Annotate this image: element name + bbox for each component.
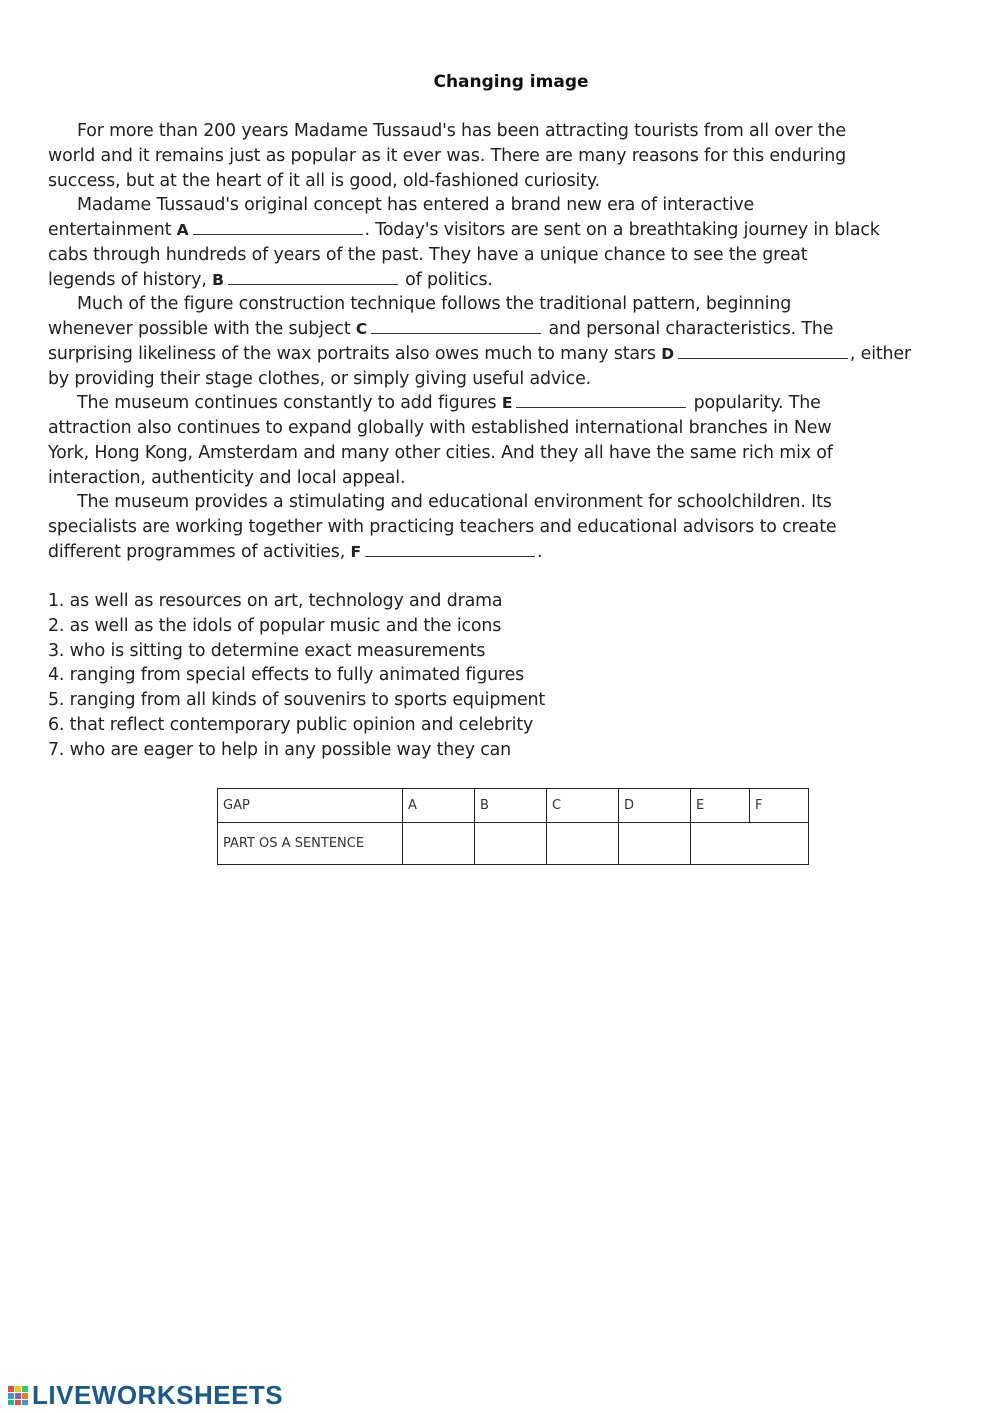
passage-line bbox=[48, 416, 978, 441]
passage-text: success, but at the heart of it all is good, old-fashioned curiosity. bbox=[48, 170, 600, 191]
passage-text: whenever possible with the subject bbox=[48, 319, 351, 339]
gap-blank-f[interactable] bbox=[365, 542, 535, 557]
gap-label-b: B bbox=[212, 270, 224, 289]
gap-column-c: C bbox=[547, 789, 619, 823]
gap-label-e: E bbox=[501, 394, 513, 413]
passage-line bbox=[48, 119, 978, 144]
passage-text: different programmes of activities, bbox=[48, 541, 346, 562]
gap-label-f: F bbox=[350, 542, 361, 561]
passage-text: York, Hong Kong, Amsterdam and many other cities. And they all have the same rich mix of bbox=[48, 442, 833, 463]
passage-text: popularity. The bbox=[688, 393, 821, 414]
passage-text: For more than 200 years Madame Tussaud's has been attracting tourists from all over the bbox=[77, 121, 846, 141]
gap-blank-c[interactable] bbox=[371, 319, 541, 334]
passage-text: Much of the figure construction technique follows the traditional pattern, beginning bbox=[77, 294, 792, 315]
passage-text: attraction also continues to expand globally with established international branches in New bbox=[48, 418, 832, 438]
passage-line bbox=[48, 342, 978, 367]
passage-line bbox=[48, 515, 978, 540]
passage-text: cabs through hundreds of years of the past. They have a unique chance to see the great bbox=[48, 244, 808, 265]
passage-line bbox=[48, 144, 978, 169]
passage-line bbox=[48, 268, 978, 293]
footer-brand bbox=[8, 1380, 283, 1410]
passage-text: . bbox=[536, 541, 543, 562]
gap-row bbox=[218, 789, 809, 823]
passage-line bbox=[48, 466, 978, 491]
passage-text: . Today's visitors are sent on a breathtaking journey in black bbox=[364, 220, 880, 240]
passage-text: The museum provides a stimulating and educational environment for schoolchildren. Its bbox=[77, 492, 832, 513]
passage-text: of politics. bbox=[399, 269, 493, 290]
passage-line bbox=[48, 218, 978, 243]
sentence-option-2: 2. as well as the idols of popular music and the icons bbox=[48, 615, 502, 636]
passage-text: surprising likeliness of the wax portraits also owes much to many stars bbox=[48, 343, 656, 364]
answer-cell-b[interactable] bbox=[475, 823, 547, 865]
passage-text: specialists are working together with practicing teachers and educational advisors to create bbox=[48, 517, 837, 537]
passage-text: Madame Tussaud's original concept has entered a brand new era of interactive bbox=[77, 195, 755, 216]
reading-passage bbox=[48, 119, 978, 565]
answer-cell-e-f[interactable] bbox=[691, 823, 809, 865]
passage-text: legends of history, bbox=[48, 269, 207, 290]
passage-line bbox=[48, 441, 978, 466]
passage-line bbox=[48, 169, 978, 194]
passage-text: and personal characteristics. The bbox=[543, 319, 834, 339]
gap-blank-e[interactable] bbox=[516, 393, 686, 408]
gap-column-f: F bbox=[750, 789, 809, 823]
brand-name: LIVEWORKSHEETS bbox=[32, 1379, 284, 1410]
sentence-option-3: 3. who is sitting to determine exact measurements bbox=[48, 640, 486, 661]
sentence-options-list bbox=[48, 589, 748, 762]
passage-text: The museum continues constantly to add figures bbox=[77, 393, 497, 414]
sentence-option-6: 6. that reflect contemporary public opinion and celebrity bbox=[48, 714, 534, 735]
passage-line bbox=[48, 193, 978, 218]
gap-column-e: E bbox=[691, 789, 750, 823]
gap-label-d: D bbox=[661, 344, 674, 363]
gap-column-d: D bbox=[619, 789, 691, 823]
passage-line bbox=[48, 540, 978, 565]
gap-label-c: C bbox=[355, 320, 368, 338]
answer-cell-c[interactable] bbox=[547, 823, 619, 865]
passage-text: world and it remains just as popular as it ever was. There are many reasons for this enduring bbox=[48, 145, 846, 166]
passage-line bbox=[48, 317, 978, 342]
gap-column-b: B bbox=[475, 789, 547, 823]
gap-blank-a[interactable] bbox=[193, 220, 363, 235]
answer-cell-d[interactable] bbox=[619, 823, 691, 865]
passage-line bbox=[48, 367, 978, 392]
sentence-option-7: 7. who are eager to help in any possible way they can bbox=[48, 739, 512, 760]
passage-text: , either bbox=[849, 343, 911, 364]
passage-line bbox=[48, 391, 978, 416]
gap-blank-d[interactable] bbox=[678, 344, 848, 359]
answer-table bbox=[217, 788, 809, 865]
passage-line bbox=[48, 490, 978, 515]
passage-text: interaction, authenticity and local appeal. bbox=[48, 467, 406, 488]
passage-line bbox=[48, 292, 978, 317]
passage-line bbox=[48, 243, 978, 268]
liveworksheets-logo-icon bbox=[8, 1384, 30, 1406]
passage-text: by providing their stage clothes, or simply giving useful advice. bbox=[48, 368, 591, 389]
sentence-option-4: 4. ranging from special effects to fully animated figures bbox=[48, 665, 525, 686]
gap-blank-b[interactable] bbox=[228, 270, 398, 285]
sentence-option-5: 5. ranging from all kinds of souvenirs to sports equipment bbox=[48, 690, 546, 710]
passage-text: entertainment bbox=[48, 220, 172, 240]
sentence-option-1: 1. as well as resources on art, technology and drama bbox=[48, 591, 503, 611]
gap-row-header: GAP bbox=[218, 789, 403, 823]
gap-label-a: A bbox=[176, 221, 189, 239]
document-title: Changing image bbox=[433, 72, 589, 92]
part-row-header: PART OS A SENTENCE bbox=[218, 823, 403, 865]
gap-column-a: A bbox=[403, 789, 475, 823]
answer-cell-a[interactable] bbox=[403, 823, 475, 865]
part-of-sentence-row bbox=[218, 823, 809, 865]
